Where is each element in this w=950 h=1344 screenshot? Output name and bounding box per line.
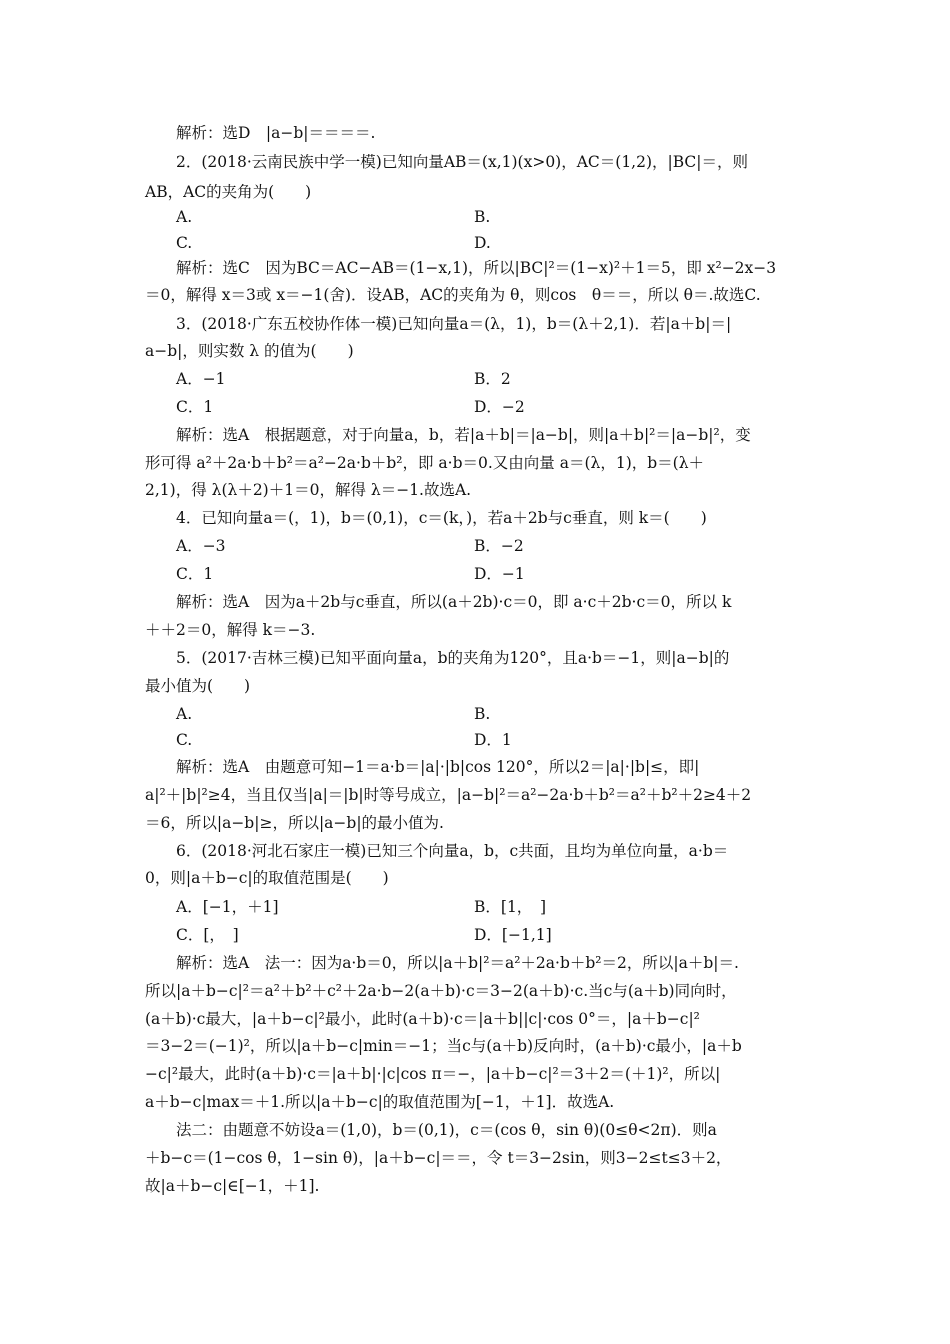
q4-option-b: B．−2 xyxy=(474,537,524,555)
q5-option-a: A. xyxy=(176,705,193,723)
analysis-q6-cont-2: (a＋b)·c最大，|a＋b−c|²最小，此时(a＋b)·c＝|a＋b||c|·cos 0°＝，|a＋b−c|² xyxy=(145,1010,700,1028)
q5-option-b: B. xyxy=(474,705,491,723)
q3-option-a: A．−1 xyxy=(176,370,226,388)
analysis-q3: 解析：选A 根据题意，对于向量a，b，若|a＋b|＝|a−b|，则|a＋b|²＝|a−b|²，变 xyxy=(176,426,751,444)
q4-option-d: D．−1 xyxy=(474,565,525,583)
q2-option-a: A. xyxy=(176,208,193,226)
method-2-cont-2: 故|a＋b−c|∈[−1，＋1]. xyxy=(145,1177,320,1195)
question-2: 2．(2018·云南民族中学一模)已知向量AB＝(x,1)(x>0)，AC＝(1,2)，|BC|＝，则 xyxy=(176,153,749,171)
q2-option-c: C. xyxy=(176,234,193,252)
q5-option-c: C. xyxy=(176,731,193,749)
q2-option-d: D. xyxy=(474,234,491,252)
analysis-q4: 解析：选A 因为a＋2b与c垂直，所以(a＋2b)·c＝0，即 a·c＋2b·c＝0，所以 k xyxy=(176,593,732,611)
method-2-cont-1: ＋b−c＝(1−cos θ，1−sin θ)，|a＋b−c|＝＝，令 t＝3−2sin，则3−2≤t≤3＋2， xyxy=(145,1149,732,1167)
analysis-q6-cont-1: 所以|a＋b−c|²＝a²＋b²＋c²＋2a·b−2(a＋b)·c＝3−2(a＋b)·c.当c与(a＋b)同向时， xyxy=(145,982,737,1000)
analysis-q4-cont: ＋＋2＝0，解得 k＝−3. xyxy=(145,621,316,639)
question-5: 5．(2017·吉林三模)已知平面向量a，b的夹角为120°，且a·b＝−1，则|a−b|的 xyxy=(176,649,730,667)
method-2: 法二：由题意不妨设a＝(1,0)，b＝(0,1)，c＝(cos θ，sin θ)(0≤θ<2π)．则a xyxy=(176,1121,717,1139)
analysis-q6-cont-5: a＋b−c|max＝＋1.所以|a＋b−c|的取值范围为[−1，＋1]．故选A. xyxy=(145,1093,615,1111)
question-3: 3．(2018·广东五校协作体一模)已知向量a＝(λ，1)，b＝(λ＋2,1)．若|a＋b|＝| xyxy=(176,315,732,333)
q4-option-c: C．1 xyxy=(176,565,214,583)
analysis-q1: 解析：选D |a−b|＝＝＝＝. xyxy=(176,124,376,142)
analysis-q5-cont-1: a|²＋|b|²≥4，当且仅当|a|＝|b|时等号成立，|a−b|²＝a²−2a·b＋b²＝a²＋b²＋2≥4＋2 xyxy=(145,786,752,804)
analysis-q5: 解析：选A 由题意可知−1＝a·b＝|a|·|b|cos 120°，所以2＝|a|·|b|≤，即| xyxy=(176,758,700,776)
q5-option-d: D．1 xyxy=(474,731,512,749)
analysis-q6: 解析：选A 法一：因为a·b＝0，所以|a＋b|²＝a²＋2a·b＋b²＝2，所以|a＋b|＝. xyxy=(176,954,739,972)
q3-option-d: D．−2 xyxy=(474,398,525,416)
question-3-cont: a−b|，则实数 λ 的值为( ) xyxy=(145,342,354,360)
analysis-q3-cont-2: 2,1)，得 λ(λ＋2)＋1＝0，解得 λ＝−1.故选A. xyxy=(145,481,472,499)
q6-option-a: A．[−1，＋1] xyxy=(176,898,279,916)
analysis-q2: 解析：选C 因为BC＝AC−AB＝(1−x,1)，所以|BC|²＝(1−x)²＋1＝5，即 x²−2x−3 xyxy=(176,259,777,277)
question-5-cont: 最小值为( ) xyxy=(145,677,251,695)
question-4: 4．已知向量a＝(，1)，b＝(0,1)，c＝(k，)，若a＋2b与c垂直，则 k＝( ) xyxy=(176,509,707,527)
q6-option-d: D．[−1,1] xyxy=(474,926,552,944)
q6-option-b: B．[1， ] xyxy=(474,898,547,916)
analysis-q6-cont-4: −c|²最大，此时(a＋b)·c＝|a＋b|·|c|cos π＝−，|a＋b−c|²＝3＋2＝(＋1)²，所以| xyxy=(145,1065,721,1083)
analysis-q6-cont-3: ＝3−2＝(−1)²，所以|a＋b−c|min＝−1；当c与(a＋b)反向时，(a＋b)·c最小，|a＋b xyxy=(145,1037,742,1055)
question-6-cont: 0，则|a＋b−c|的取值范围是( ) xyxy=(145,869,389,887)
analysis-q5-cont-2: ＝6，所以|a−b|≥，所以|a−b|的最小值为. xyxy=(145,814,444,832)
q4-option-a: A．−3 xyxy=(176,537,226,555)
question-6: 6．(2018·河北石家庄一模)已知三个向量a，b，c共面，且均为单位向量，a·b＝ xyxy=(176,842,729,860)
question-2-cont: AB，AC的夹角为( ) xyxy=(145,183,312,201)
q3-option-c: C．1 xyxy=(176,398,214,416)
q2-option-b: B. xyxy=(474,208,491,226)
analysis-q2-cont: ＝0，解得 x＝3或 x＝−1(舍)．设AB，AC的夹角为 θ，则cos θ＝＝，所以 θ＝.故选C. xyxy=(145,286,761,304)
q6-option-c: C．[， ] xyxy=(176,926,239,944)
analysis-q3-cont-1: 形可得 a²＋2a·b＋b²＝a²−2a·b＋b²，即 a·b＝0.又由向量 a＝(λ，1)，b＝(λ＋ xyxy=(145,454,705,472)
q3-option-b: B．2 xyxy=(474,370,511,388)
